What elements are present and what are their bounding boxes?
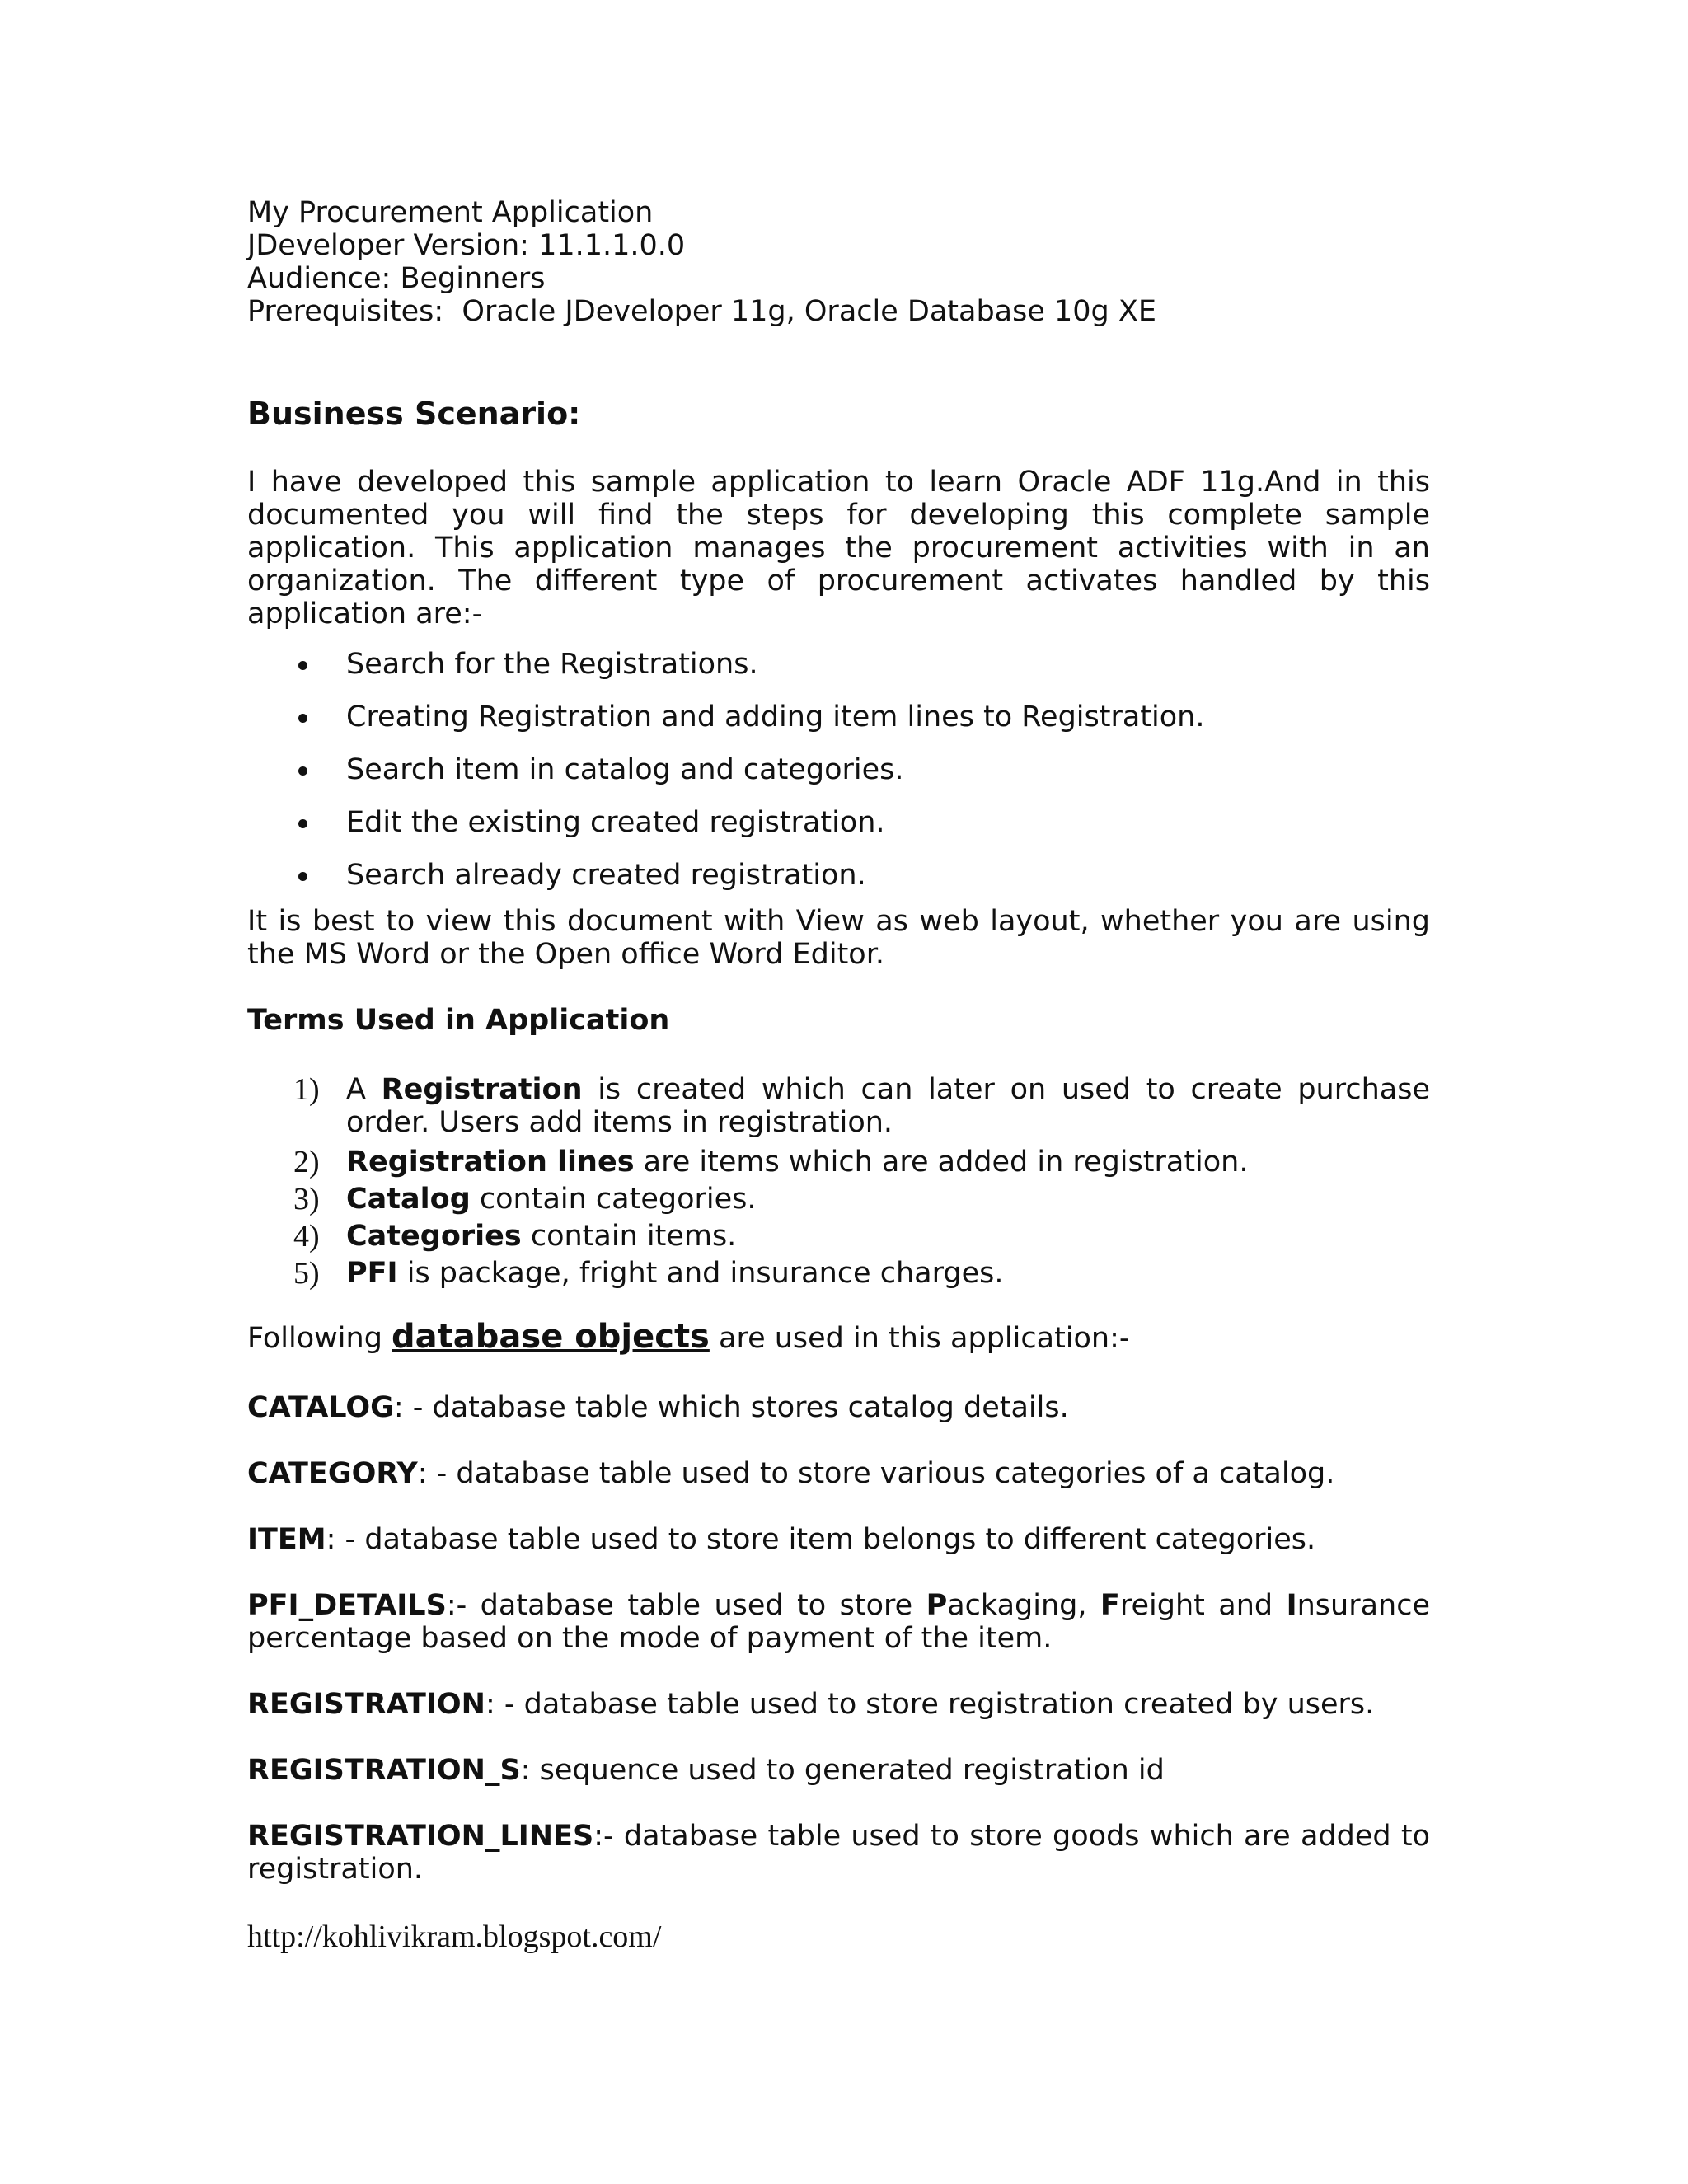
- db-object-catalog: CATALOG: - database table which stores catalog details.: [247, 1391, 1069, 1424]
- bullet-icon: [298, 872, 307, 881]
- list-item: 3) Catalog contain categories.: [293, 1182, 757, 1216]
- db-object-item: ITEM: - database table used to store item belongs to different categories.: [247, 1523, 1316, 1556]
- db-object-registration: REGISTRATION: - database table used to store registration created by users.: [247, 1688, 1375, 1721]
- feature-bullet-list: [247, 648, 1430, 912]
- list-item: 5) PFI is package, fright and insurance charges.: [293, 1256, 1004, 1291]
- list-item: Search already created registration.: [247, 859, 1430, 912]
- db-objects-emphasis: database objects: [392, 1318, 710, 1356]
- business-scenario-heading: Business Scenario:: [247, 396, 581, 432]
- term-name: Registration: [381, 1073, 583, 1106]
- business-scenario-intro: I have developed this sample application to learn Oracle ADF 11g.And in this documented you will find the steps for developing this complete sample application. This application manages the procurement activities with in an organization. The different type of procurement activates handled by this application are:-: [247, 466, 1430, 630]
- terms-heading: Terms Used in Application: [247, 1004, 670, 1037]
- document-title: My Procurement Application: [247, 196, 654, 229]
- list-item: Search for the Registrations.: [247, 648, 1430, 701]
- view-note-paragraph: It is best to view this document with View as web layout, whether you are using the MS Word or the Open office Word Editor.: [247, 905, 1430, 971]
- term-name: Registration lines: [346, 1146, 635, 1179]
- db-object-registration-s: REGISTRATION_S: sequence used to generated registration id: [247, 1754, 1165, 1787]
- document-header: [247, 196, 1430, 328]
- term-name: Categories: [346, 1220, 522, 1253]
- list-item: 2) Registration lines are items which are added in registration.: [293, 1145, 1249, 1179]
- term-name: Catalog: [346, 1183, 471, 1216]
- list-item: 1) A Registration is created which can later on used to create purchase order. Users add items in registration.: [293, 1072, 1430, 1139]
- footer-url: http://kohlivikram.blogspot.com/: [247, 1919, 662, 1954]
- list-item: 4) Categories contain items.: [293, 1219, 737, 1254]
- version-line: JDeveloper Version: 11.1.1.0.0: [247, 229, 686, 262]
- bullet-icon: [298, 766, 307, 776]
- term-name: PFI: [346, 1257, 398, 1290]
- list-item: Creating Registration and adding item lines to Registration.: [247, 701, 1430, 753]
- list-item: Edit the existing created registration.: [247, 806, 1430, 859]
- bullet-icon: [298, 819, 307, 828]
- audience-line: Audience: Beginners: [247, 262, 546, 295]
- db-object-category: CATEGORY: - database table used to store various categories of a catalog.: [247, 1457, 1335, 1490]
- terms-list: [247, 1073, 1430, 1294]
- db-object-registration-lines: REGISTRATION_LINES:- database table used to store goods which are added to registration.: [247, 1820, 1430, 1886]
- db-objects-lead: Following database objects are used in this application:-: [247, 1318, 1130, 1356]
- prerequisites-line: Prerequisites: Oracle JDeveloper 11g, Oracle Database 10g XE: [247, 295, 1156, 328]
- db-object-pfi-details: PFI_DETAILS:- database table used to store Packaging, Freight and Insurance percentage based on the mode of payment of the item.: [247, 1589, 1430, 1655]
- bullet-icon: [298, 661, 307, 670]
- list-item: Search item in catalog and categories.: [247, 753, 1430, 806]
- bullet-icon: [298, 714, 307, 723]
